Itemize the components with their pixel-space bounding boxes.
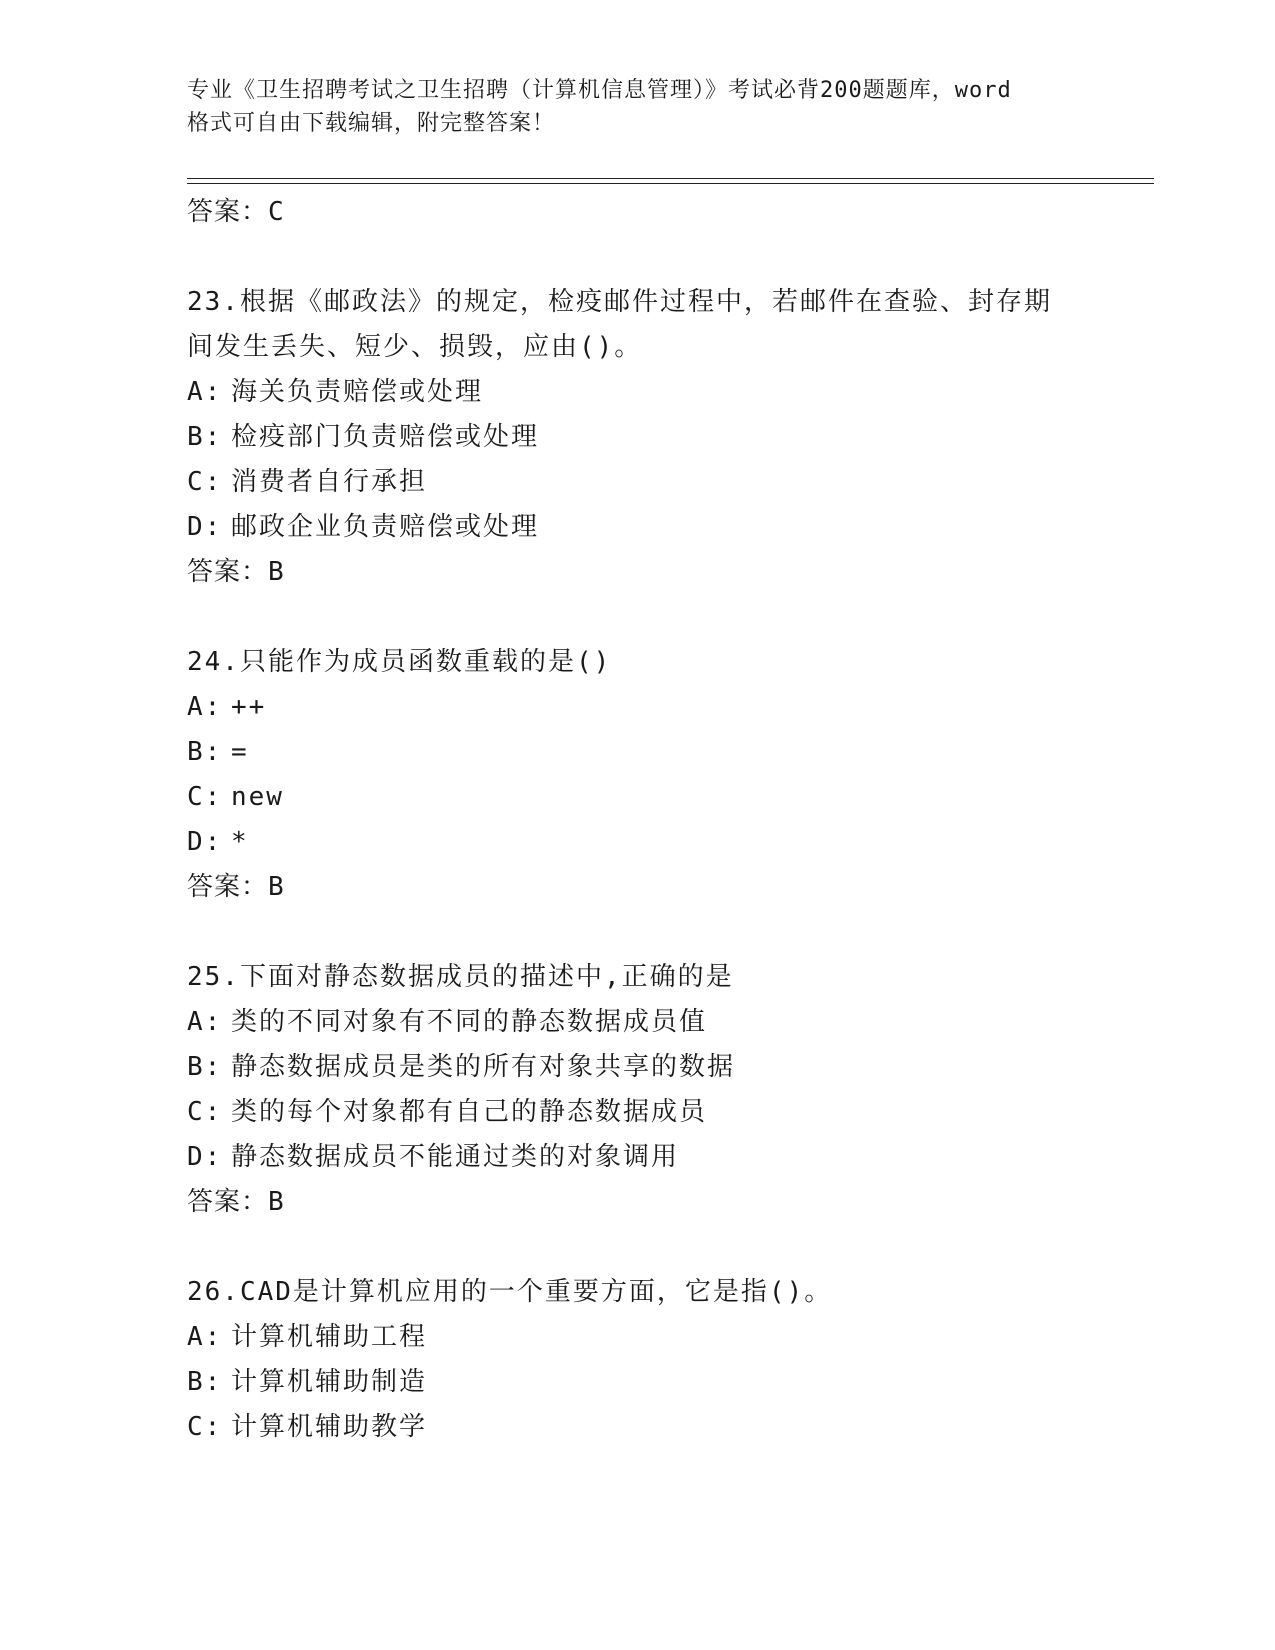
question-text: 24.只能作为成员函数重载的是() [187, 647, 612, 677]
option-letter: B: [187, 422, 223, 452]
answer-value: C [268, 197, 285, 227]
answer-value: B [268, 557, 285, 587]
option-letter: A: [187, 1007, 223, 1037]
option-text: 邮政企业负责赔偿或处理 [231, 512, 540, 542]
question-text: 23.根据《邮政法》的规定，检疫邮件过程中，若邮件在查验、封存期 [187, 287, 1052, 317]
option-text: 静态数据成员不能通过类的对象调用 [231, 1142, 680, 1172]
header-line-1: 专业《卫生招聘考试之卫生招聘（计算机信息管理）》考试必背200题题库，word [187, 78, 1012, 103]
option-letter: B: [187, 1052, 223, 1082]
option-letter: A: [187, 692, 223, 722]
question-list [187, 190, 1147, 1450]
answer-label: 答案： [187, 1187, 269, 1217]
answer-label: 答案： [187, 197, 269, 227]
answer-line [187, 550, 1147, 595]
option-c [187, 775, 1147, 820]
option-c [187, 1405, 1147, 1450]
question-24 [187, 640, 1147, 910]
option-b [187, 730, 1147, 775]
option-letter: D: [187, 827, 223, 857]
option-b [187, 1045, 1147, 1090]
option-letter: D: [187, 512, 223, 542]
option-letter: C: [187, 467, 223, 497]
answer-value: B [268, 1187, 285, 1217]
option-a [187, 370, 1147, 415]
option-text: 计算机辅助制造 [231, 1367, 428, 1397]
option-c [187, 1090, 1147, 1135]
option-text: 消费者自行承担 [231, 467, 428, 497]
option-letter: C: [187, 1097, 223, 1127]
option-text: 类的每个对象都有自己的静态数据成员 [231, 1097, 708, 1127]
option-text: 静态数据成员是类的所有对象共享的数据 [231, 1052, 736, 1082]
answer-value: B [268, 872, 285, 902]
option-c [187, 460, 1147, 505]
option-d [187, 820, 1147, 865]
answer-label: 答案： [187, 872, 269, 902]
option-d [187, 1135, 1147, 1180]
option-text: 检疫部门负责赔偿或处理 [231, 422, 540, 452]
question-text-continued: 间发生丢失、短少、损毁，应由()。 [187, 332, 643, 362]
header-divider-top [187, 178, 1154, 179]
option-text: ++ [231, 692, 267, 722]
document-header [187, 74, 1107, 140]
option-a [187, 685, 1147, 730]
header-line-2: 格式可自由下载编辑，附完整答案！ [187, 111, 556, 136]
option-text: new [231, 782, 284, 812]
option-text: = [231, 737, 249, 767]
option-letter: A: [187, 377, 223, 407]
header-divider-bottom [187, 183, 1154, 184]
option-d [187, 505, 1147, 550]
question-text: 25.下面对静态数据成员的描述中,正确的是 [187, 962, 734, 992]
question-25 [187, 955, 1147, 1225]
option-text: 计算机辅助工程 [231, 1322, 428, 1352]
answer-line [187, 865, 1147, 910]
option-text: * [231, 827, 249, 857]
question-text: 26.CAD是计算机应用的一个重要方面，它是指()。 [187, 1277, 833, 1307]
answer-line [187, 190, 1147, 235]
option-a [187, 1315, 1147, 1360]
option-text: 类的不同对象有不同的静态数据成员值 [231, 1007, 708, 1037]
option-b [187, 415, 1147, 460]
answer-line [187, 1180, 1147, 1225]
option-text: 海关负责赔偿或处理 [231, 377, 484, 407]
option-a [187, 1000, 1147, 1045]
question-26 [187, 1270, 1147, 1450]
answer-label: 答案： [187, 557, 269, 587]
option-text: 计算机辅助教学 [231, 1412, 428, 1442]
option-letter: B: [187, 1367, 223, 1397]
option-letter: B: [187, 737, 223, 767]
option-letter: A: [187, 1322, 223, 1352]
option-b [187, 1360, 1147, 1405]
option-letter: C: [187, 1412, 223, 1442]
option-letter: C: [187, 782, 223, 812]
option-letter: D: [187, 1142, 223, 1172]
question-23 [187, 280, 1147, 595]
